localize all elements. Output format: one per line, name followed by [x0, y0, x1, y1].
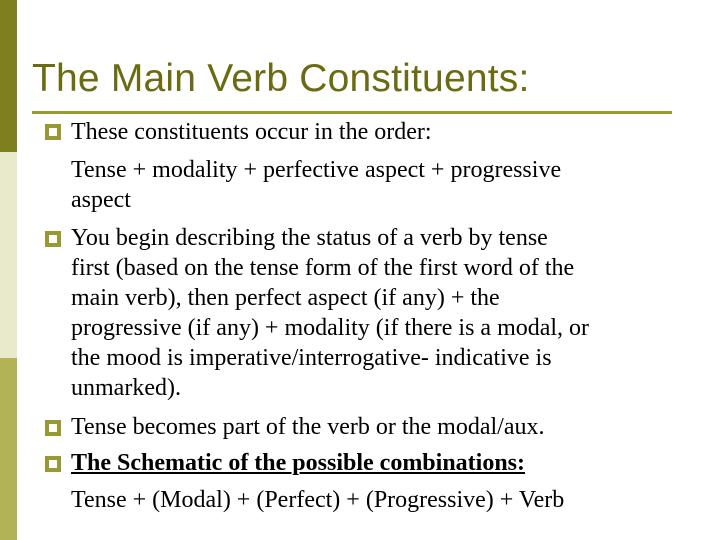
bullet-2-line-1: You begin describing the status of a verb by tense	[71, 225, 548, 251]
bullet-2-line-3: main verb), then perfect aspect (if any) + the	[71, 285, 500, 311]
bullet-3-line-1: Tense becomes part of the verb or the modal/aux.	[71, 414, 545, 440]
bullet-square-icon	[45, 231, 61, 247]
bullet-square-icon	[45, 420, 61, 436]
title-underline	[32, 111, 672, 114]
bullet-1-line-2: Tense + modality + perfective aspect + progressive	[71, 157, 562, 183]
bullet-4-line-1: The Schematic of the possible combinations:	[71, 450, 526, 476]
bullet-2-line-2: first (based on the tense form of the first word of the	[71, 255, 575, 281]
slide-title: The Main Verb Constituents:	[32, 57, 530, 100]
bullet-2-line-5: the mood is imperative/interrogative- indicative is	[71, 345, 552, 371]
side-bar-segment-bottom	[0, 358, 17, 540]
bullet-1-line-3: aspect	[71, 187, 131, 213]
side-bar-segment-middle	[0, 152, 17, 358]
bullet-square-icon	[45, 456, 61, 472]
bullet-square-icon	[45, 124, 61, 140]
side-bar-segment-top	[0, 0, 17, 152]
bullet-1-line-1: These constituents occur in the order:	[71, 119, 432, 145]
side-accent-bar	[0, 0, 17, 540]
bullet-2-line-6: unmarked).	[71, 375, 181, 401]
bullet-2-line-4: progressive (if any) + modality (if there is a modal, or	[71, 315, 590, 341]
bullet-4-line-2: Tense + (Modal) + (Perfect) + (Progressive) + Verb	[71, 487, 565, 513]
